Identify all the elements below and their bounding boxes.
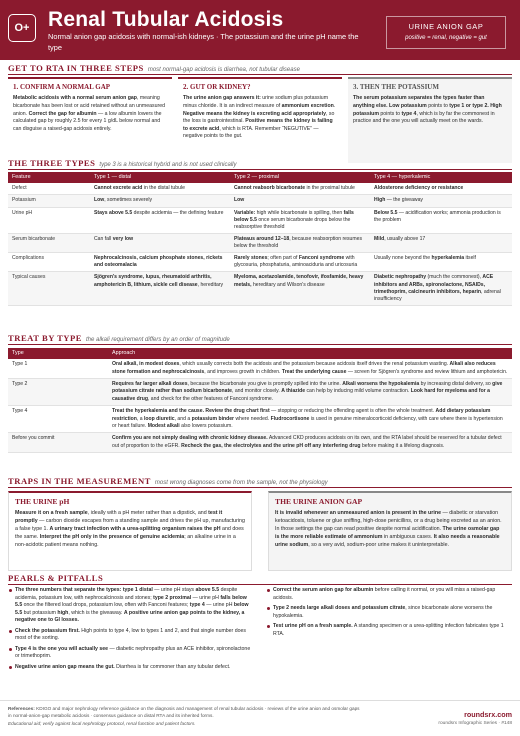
- section-heading: THE THREE TYPES: [8, 158, 96, 168]
- step-heading: 1. CONFIRM A NORMAL GAP: [13, 83, 111, 91]
- pearl-item: Type 4 is the one you will actually see — diabetic nephropathy plus an ACE inhibitor, spironolactone or trimethoprim.: [8, 646, 254, 661]
- table-cell: Stays above 5.5 despite acidemia — the defining feature: [90, 207, 230, 233]
- badge-subtitle: positive = renal, negative = gut: [405, 34, 487, 41]
- section-heading: TREAT BY TYPE: [8, 333, 82, 343]
- pearl-item: Test urine pH on a fresh sample. A standing specimen or a urea-splitting infection fabricates type 1 RTA.: [266, 623, 512, 638]
- table-cell: High — the giveaway: [370, 195, 512, 207]
- logo-icon: O+: [8, 14, 36, 42]
- table-cell: Type 4: [8, 406, 108, 433]
- table-cell: Potassium: [8, 195, 90, 207]
- section-heading: GET TO RTA IN THREE STEPS: [8, 63, 144, 73]
- treatment-table-body: [8, 359, 512, 452]
- table-cell: Requires far larger alkali doses, because the bicarbonate you give is promptly spilled into the urine. Alkali worsens the hypokalemia by increasing distal delivery, so give potassium citrate rather than sodium bicarbonate, and monitor closely. A thiazide can help by inducing mild volume contraction. Look hard for myeloma and for a causative drug, and check for the other features of Fanconi syndrome.: [108, 379, 512, 406]
- section-subheading: most normal-gap acidosis is diarrhea, not tubular disease: [147, 67, 300, 73]
- table-cell: Treat the hyperkalemia and the cause. Review the drug chart first — stopping or reducing the offending agent is often the whole treatment. Add dietary potassium restriction, a loop diuretic, and a potassium binder where needed. Fludrocortisone is used in genuine mineralocorticoid deficiency, with care where there is hypertension or heart failure. Modest alkali also lowers potassium.: [108, 406, 512, 433]
- step-heading: 2. GUT OR KIDNEY?: [183, 83, 251, 91]
- column-header: Type 2 — proximal: [230, 172, 370, 183]
- table-cell: Usually none beyond the hyperkalemia itself: [370, 253, 512, 272]
- table-cell: Myeloma, acetazolamide, tenofovir, ifosfamide, heavy metals, hereditary and Wilson's disease: [230, 272, 370, 306]
- table-cell: Oral alkali, in modest doses, which usually corrects both the acidosis and the potassium because acidosis itself drives the renal potassium wasting. Alkali also reduces stone formation and nephrocalcinosis, and improves growth in children. Treat the underlying cause — screen for Sjögren's syndrome and review lithium and amphotericin.: [108, 359, 512, 378]
- table-cell: Type 1: [8, 359, 108, 378]
- types-table-body: [8, 183, 512, 305]
- section-subheading: most wrong diagnoses come from the sample, not the physiology: [154, 480, 328, 486]
- footer-disclaimer: Educational aid; verify against local nephrology protocol, renal function and patient factors.: [8, 720, 196, 726]
- section-subheading: the alkali requirement differs by an order of magnitude: [86, 337, 230, 343]
- pearl-item: Negative urine anion gap means the gut. Diarrhea is far commoner than any tubular defect.: [8, 664, 254, 672]
- table-cell: Cannot excrete acid in the distal tubule: [90, 183, 230, 195]
- site-link[interactable]: roundsrx.com: [464, 710, 512, 719]
- table-cell: Urine pH: [8, 207, 90, 233]
- urine-anion-gap-badge: [386, 16, 506, 49]
- trap-body: It is invalid whenever an unmeasured anion is present in the urine — diabetic or starvation ketoacidosis, toluene or glue sniffing, high-dose penicillins, or a drug being excreted as an anion. In those settings the gap can read positive despite normal acidification. The urine osmolar gap is the more reliable estimate of ammonium in ambiguous cases. It also needs a reasonable urine sodium, so a very avid, sodium-poor urine makes it uninterpretable.: [275, 510, 502, 548]
- types-table-row: [8, 195, 512, 207]
- table-cell: Mild, usually above 17: [370, 233, 512, 252]
- pearl-item: Correct the serum anion gap for albumin before calling it normal, or you will miss a raised-gap acidosis.: [266, 587, 512, 602]
- treatment-table-row: [8, 359, 512, 378]
- table-cell: Defect: [8, 183, 90, 195]
- treatment-table-row: [8, 406, 512, 433]
- types-table-row: [8, 183, 512, 195]
- treatment-table: [8, 348, 512, 453]
- table-cell: Aldosterone deficiency or resistance: [370, 183, 512, 195]
- footer-line-2: in normal-anion-gap metabolic acidosis · consensus guidance on distal RTA and its inherited forms.: [8, 713, 214, 719]
- treatment-table-row: [8, 379, 512, 406]
- step-body: The serum potassium separates the types faster than anything else. Low potassium points to type 1 or type 2. High potassium points to type 4, which is by far the commonest in practice and the one you will actually meet on the wards.: [353, 95, 502, 125]
- footer-references: References: KDIGO and major nephrology reference guidance on the diagnosis and management of renal tubular acidosis · reviews of the urine anion and osmolar gaps: [8, 706, 360, 711]
- series-label: roundsrx Infographic Series · #148: [438, 721, 512, 727]
- pearls-list-left: [8, 587, 254, 674]
- footer-brand: [438, 709, 512, 728]
- treat-section-header: [8, 333, 512, 345]
- column-header: Feature: [8, 172, 90, 183]
- table-cell: Below 5.5 — acidification works; ammonia production is the problem: [370, 207, 512, 233]
- pearls-list-right: [266, 587, 512, 641]
- types-section-header: [8, 158, 512, 170]
- step-card-1: [8, 77, 172, 163]
- page-title: Renal Tubular Acidosis: [48, 8, 284, 31]
- table-cell: Complications: [8, 253, 90, 272]
- trap-card-urine-anion-gap: [268, 491, 512, 571]
- table-cell: Serum bicarbonate: [8, 233, 90, 252]
- types-table-row: [8, 207, 512, 233]
- header-banner: [0, 0, 520, 60]
- trap-card-urine-ph: [8, 491, 252, 571]
- footer: [0, 700, 520, 736]
- types-table-row: [8, 272, 512, 306]
- table-cell: Nephrocalcinosis, calcium phosphate stones, rickets and osteomalacia: [90, 253, 230, 272]
- trap-heading: THE URINE pH: [15, 497, 70, 506]
- table-cell: Low, sometimes severely: [90, 195, 230, 207]
- treatment-table-header: [8, 348, 512, 359]
- table-cell: Low: [230, 195, 370, 207]
- pearls-section-header: [8, 573, 512, 585]
- trap-body: Measure it on a fresh sample, ideally with a pH meter rather than a dipstick, and test it promptly — carbon dioxide escapes from a standing sample and drives the pH up, manufacturing a false type 1. A urinary tract infection with a urea-splitting organism raises the pH and does the same. Interpret the pH only in the presence of genuine acidemia; an alkaline urine in a non-acidotic patient means nothing.: [15, 510, 245, 548]
- step-heading: 3. THEN THE POTASSIUM: [353, 83, 439, 91]
- section-heading: PEARLS & PITFALLS: [8, 573, 104, 583]
- table-cell: Typical causes: [8, 272, 90, 306]
- types-table-row: [8, 253, 512, 272]
- trap-heading: THE URINE ANION GAP: [275, 497, 363, 506]
- step-body: The urine anion gap answers it: urine sodium plus potassium minus chloride. It is an indirect measure of ammonium excretion. Negative means the kidney is excreting acid appropriately, so the loss is gastrointestinal. Positive means the kidney is failing to excrete acid, which is RTA. Remember “NEGUTIVE” — negative points to the gut.: [183, 95, 336, 140]
- column-header: Approach: [108, 348, 512, 359]
- table-cell: Type 2: [8, 379, 108, 406]
- pearl-item: The three numbers that separate the types: type 1 distal — urine pH stays above 5.5 despite acidemia, potassium low, with nephrocalcinosis and stones; type 2 proximal — urine pH falls below 5.5 once the filtered load drops, potassium low, often with Fanconi features; type 4 — urine pH below 5.5 but potassium high, which is the giveaway. A positive urine anion gap points to the kidney, a negative one to GI losses.: [8, 587, 254, 625]
- table-cell: Before you commit: [8, 433, 108, 453]
- table-cell: Plateaus around 12–18, because reabsorption resumes below the threshold: [230, 233, 370, 252]
- steps-section-header: [8, 63, 512, 75]
- pearl-item: Type 2 needs large alkali doses and potassium citrate, since bicarbonate alone worsens the hypokalemia.: [266, 605, 512, 620]
- types-table-header: [8, 172, 512, 183]
- table-cell: Rarely stones; often part of Fanconi syndrome with glycosuria, phosphaturia, aminoaciduria and uricosuria: [230, 253, 370, 272]
- badge-title: URINE ANION GAP: [408, 22, 484, 31]
- treatment-table-row: [8, 433, 512, 453]
- traps-section-header: [8, 476, 512, 488]
- table-cell: Variable: high while bicarbonate is spilling, then falls below 5.5 once serum bicarbonate drops below the reabsorptive threshold: [230, 207, 370, 233]
- step-body: Metabolic acidosis with a normal serum anion gap, meaning bicarbonate has been lost or acid retained without an unmeasured anion. Correct the gap for albumin — a low albumin lowers the calculated gap by roughly 2.5 for every 1 g/dL below normal and can disguise a raised-gap acidosis entirely.: [13, 95, 165, 132]
- step-card-3: [348, 77, 512, 163]
- table-cell: Diabetic nephropathy (much the commonest), ACE inhibitors and ARBs, spironolactone, NSAIDs, trimethoprim, calcineurin inhibitors, heparin, adrenal insufficiency: [370, 272, 512, 306]
- column-header: Type: [8, 348, 108, 359]
- section-subheading: type 3 is a historical hybrid and is not used clinically: [99, 162, 237, 168]
- table-cell: Cannot reabsorb bicarbonate in the proximal tubule: [230, 183, 370, 195]
- page-subtitle: Normal anion gap acidosis with normal-ish kidneys · The potassium and the urine pH name the type: [48, 32, 359, 52]
- table-cell: Sjögren's syndrome, lupus, rheumatoid arthritis, amphotericin B, lithium, sickle cell disease, hereditary: [90, 272, 230, 306]
- table-cell: Can fall very low: [90, 233, 230, 252]
- types-table: [8, 172, 512, 306]
- column-header: Type 4 — hyperkalemic: [370, 172, 512, 183]
- table-cell: Confirm you are not simply dealing with chronic kidney disease. Advanced CKD produces acidosis on its own, and the RTA label should be reserved for a tubular defect out of proportion to the eGFR. Recheck the gas, the electrolytes and the urine pH off any interfering drug before making it a lifelong diagnosis.: [108, 433, 512, 453]
- step-card-2: [178, 77, 342, 163]
- pearl-item: Check the potassium first. High points to type 4, low to types 1 and 2, and that single number does most of the sorting.: [8, 628, 254, 643]
- types-table-row: [8, 233, 512, 252]
- section-heading: TRAPS IN THE MEASUREMENT: [8, 476, 151, 486]
- column-header: Type 1 — distal: [90, 172, 230, 183]
